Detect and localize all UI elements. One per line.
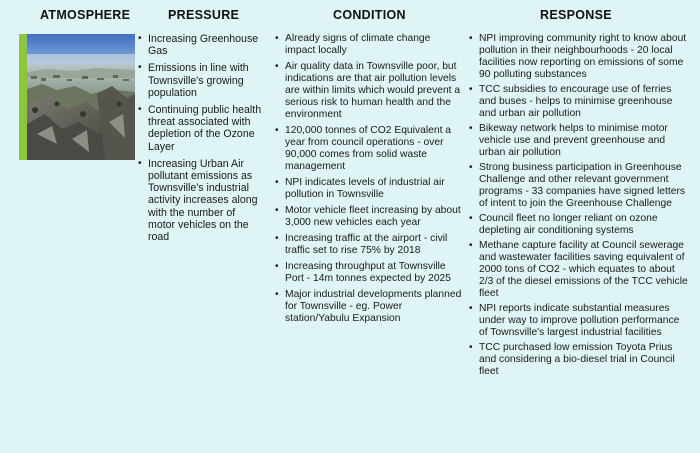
list-item: • TCC purchased low emission Toyota Prius and considering a bio-diesel trial in Council fleet: [469, 342, 689, 378]
list-item: • NPI indicates levels of industrial air pollution in Townsville: [275, 177, 463, 201]
list-item: • Increasing traffic at the airport - civil traffic set to rise 75% by 2018: [275, 233, 463, 257]
atmosphere-photo: [19, 34, 135, 160]
list-item: • Air quality data in Townsville poor, but indications are that air pollution levels are within limits which would prevent a serious risk to human health and the environment: [275, 61, 463, 121]
list-item: • NPI reports indicate substantial measures under way to improve pollution performance of Townsville's largest industrial facilities: [469, 303, 689, 339]
atmosphere-heading: ATMOSPHERE: [40, 8, 131, 22]
pressure-heading: PRESSURE: [168, 8, 240, 22]
pressure-list: [138, 33, 264, 248]
list-item: • Continuing public health threat associated with depletion of the Ozone Layer: [138, 104, 264, 153]
list-item: • Increasing Urban Air pollutant emissions as Townsville's industrial activity increases along with the number of motor vehicles on the road: [138, 158, 264, 243]
list-item: • Increasing Greenhouse Gas: [138, 33, 264, 57]
list-item: • Methane capture facility at Council sewerage and wastewater facilities saving equivalent of 2000 tons of CO2 - which equates to about 2/3 of the diesel emissions of the TCC vehicle fleet: [469, 240, 689, 300]
list-item: • Major industrial developments planned for Townsville - eg. Power station/Yabulu Expansion: [275, 289, 463, 325]
list-item: • NPI improving community right to know about pollution in their neighbourhoods - 20 local facilities now reporting on emissions of some 90 polluting substances: [469, 33, 689, 81]
list-item: • Motor vehicle fleet increasing by about 3,000 new vehicles each year: [275, 205, 463, 229]
response-heading: RESPONSE: [540, 8, 612, 22]
green-accent-bar: [19, 34, 27, 160]
list-item: • Council fleet no longer reliant on ozone depleting air conditioning systems: [469, 213, 689, 237]
list-item: • Emissions in line with Townsville's growing population: [138, 62, 264, 99]
list-item: • TCC subsidies to encourage use of ferries and buses - helps to minimise greenhouse and urban air pollution: [469, 84, 689, 120]
condition-heading: CONDITION: [333, 8, 406, 22]
list-item: • Already signs of climate change impact locally: [275, 33, 463, 57]
list-item: • Bikeway network helps to minimise motor vehicle use and prevent greenhouse and urban air pollution: [469, 123, 689, 159]
list-item: • Strong business participation in Greenhouse Challenge and other relevant government programs - 33 companies have signed letters of intent to join the Greenhouse Challenge: [469, 162, 689, 210]
city-view-image: [27, 34, 135, 160]
list-item: • Increasing throughput at Townsville Port - 14m tonnes expected by 2025: [275, 261, 463, 285]
response-list: [469, 33, 689, 381]
list-item: • 120,000 tonnes of CO2 Equivalent a year from council operations - over 90,000 comes from solid waste management: [275, 125, 463, 173]
condition-list: [275, 33, 463, 329]
